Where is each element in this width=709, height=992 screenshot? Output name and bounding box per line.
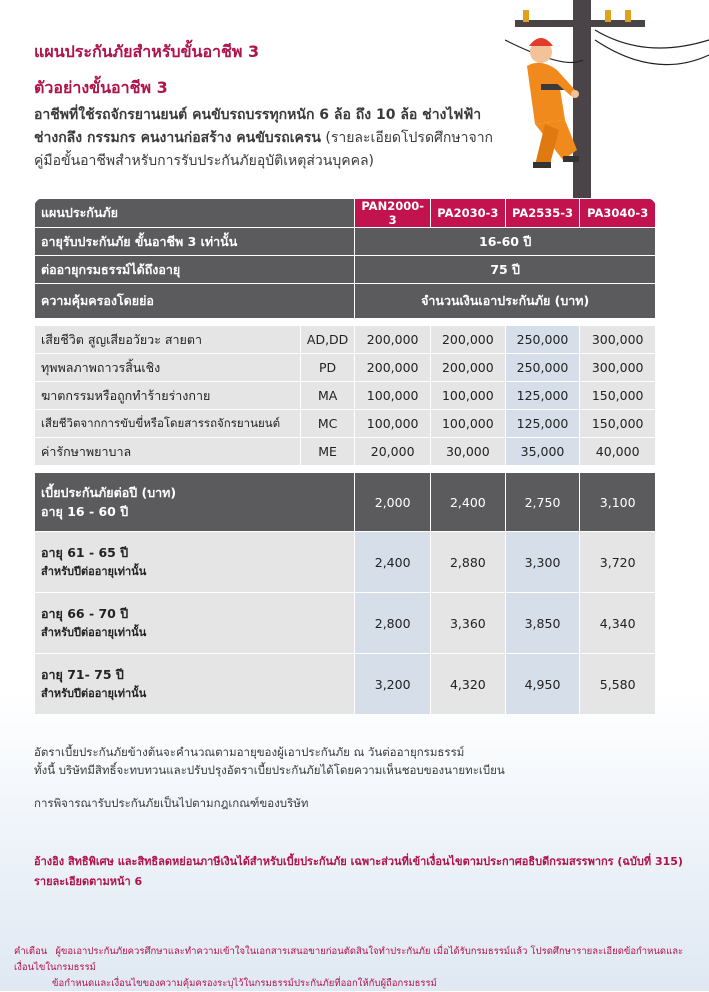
- coverage-value-cell: 125,000: [505, 410, 580, 438]
- renewal-value: 2,880: [431, 532, 506, 593]
- renewal-value: 5,580: [580, 654, 656, 715]
- renewal-value: 3,720: [580, 532, 656, 593]
- coverage-row-code: ME: [300, 438, 354, 466]
- premium-age: อายุ 16 - 60 ปี: [41, 504, 129, 519]
- coverage-row: [35, 354, 656, 382]
- coverage-header-row: [35, 284, 656, 319]
- renew-row: [35, 256, 656, 284]
- coverage-row: [35, 382, 656, 410]
- renewal-value: 3,200: [355, 654, 431, 715]
- premium-value: 2,400: [431, 473, 506, 532]
- coverage-value-cell: 20,000: [355, 438, 431, 466]
- renewal-premium-row: [35, 532, 656, 593]
- coverage-value: จำนวนเงินเอาประกันภัย (บาท): [355, 284, 656, 319]
- coverage-row-label: เสียชีวิต สูญเสียอวัยวะ สายตา: [35, 326, 301, 354]
- warning-text: ผู้ขอเอาประกันภัยควรศึกษาและทำความเข้าใจในเอกสารเสนอขายก่อนตัดสินใจทำประกันภัย เมื่อได้รับกรมธรรม์แล้ว โปรดศึกษารายละเอียดข้อกำหนดและเงื่อนไขในกรมธรรม์: [14, 946, 684, 973]
- coverage-row-code: PD: [300, 354, 354, 382]
- coverage-row-label: ทุพพลภาพถาวรสิ้นเชิง: [35, 354, 301, 382]
- renewal-value: 4,340: [580, 593, 656, 654]
- coverage-value-cell: 200,000: [355, 326, 431, 354]
- warning-box: [14, 944, 694, 992]
- age-value: 16-60 ปี: [355, 228, 656, 256]
- coverage-value-cell: 200,000: [355, 354, 431, 382]
- coverage-row-code: MC: [300, 410, 354, 438]
- coverage-value-cell: 125,000: [505, 382, 580, 410]
- page-title: แผนประกันภัยสำหรับขั้นอาชีพ 3: [34, 42, 260, 61]
- occupation-description: [34, 104, 504, 173]
- coverage-row-label: ค่ารักษาพยาบาล: [35, 438, 301, 466]
- description-rest: (รายละเอียดโปรดศึกษาจากคู่มือขั้นอาชีพสำหรับการรับประกันภัยอุบัติเหตุส่วนบุคคล): [34, 130, 494, 169]
- coverage-value-cell: 100,000: [355, 382, 431, 410]
- warning-text-2: ข้อกำหนดและเงื่อนไขของความคุ้มครองระบุไว้ในกรมธรรม์ประกันภัยที่ออกให้กับผู้ถือกรมธรรม์: [52, 978, 437, 989]
- renewal-premium-row: [35, 654, 656, 715]
- renewal-sub: สำหรับปีต่ออายุเท่านั้น: [41, 687, 147, 700]
- coverage-value-cell: 100,000: [355, 410, 431, 438]
- renewal-value: 3,300: [505, 532, 580, 593]
- tax-note: อ้างอิง สิทธิพิเศษ และสิทธิลดหย่อนภาษีเงินได้สำหรับเบี้ยประกันภัย เฉพาะส่วนที่เข้าเงื่อนไขตามประกาศอธิบดีกรมสรรพากร (ฉบับที่ 315): [34, 855, 683, 868]
- premium-row: [35, 473, 656, 532]
- page-subtitle: ตัวอย่างขั้นอาชีพ 3: [34, 78, 168, 97]
- coverage-value-cell: 300,000: [580, 354, 656, 382]
- renewal-label-cell: [35, 654, 355, 715]
- renewal-label-cell: [35, 593, 355, 654]
- tax-note-page: รายละเอียดตามหน้า 6: [34, 875, 143, 888]
- plan-name: PA2535-3: [505, 199, 580, 228]
- underwriting-note: การพิจารณารับประกันภัยเป็นไปตามกฎเกณฑ์ของบริษัท: [34, 796, 309, 810]
- plan-name: PA2030-3: [431, 199, 506, 228]
- coverage-value-cell: 40,000: [580, 438, 656, 466]
- plan-name: PA3040-3: [580, 199, 656, 228]
- coverage-value-cell: 100,000: [431, 382, 506, 410]
- insurance-plan-table: [34, 198, 656, 722]
- renewal-value: 2,400: [355, 532, 431, 593]
- coverage-row-label: ฆาตกรรมหรือถูกทำร้ายร่างกาย: [35, 382, 301, 410]
- coverage-value-cell: 200,000: [431, 326, 506, 354]
- coverage-row-code: MA: [300, 382, 354, 410]
- coverage-value-cell: 300,000: [580, 326, 656, 354]
- renewal-label-cell: [35, 532, 355, 593]
- coverage-value-cell: 150,000: [580, 382, 656, 410]
- description-bold: อาชีพที่ใช้รถจักรยานยนต์ คนขับรถบรรทุกหนัก 6 ล้อ ถึง 10 ล้อ ช่างไฟฟ้า ช่างกลึง กรรมกร คนงานก่อสร้าง คนขับรถเครน: [34, 107, 482, 146]
- coverage-value-cell: 250,000: [505, 354, 580, 382]
- rate-note: อัตราเบี้ยประกันภัยข้างต้นจะคำนวณตามอายุของผู้เอาประกันภัย ณ วันต่ออายุกรมธรรม์: [34, 745, 465, 759]
- renewal-sub: สำหรับปีต่ออายุเท่านั้น: [41, 626, 147, 639]
- renewal-sub: สำหรับปีต่ออายุเท่านั้น: [41, 565, 147, 578]
- coverage-value-cell: 150,000: [580, 410, 656, 438]
- renewal-value: 3,850: [505, 593, 580, 654]
- coverage-value-cell: 35,000: [505, 438, 580, 466]
- warning-label: คำเตือน: [14, 946, 48, 957]
- coverage-row: [35, 326, 656, 354]
- renewal-age: อายุ 66 - 70 ปี: [41, 606, 129, 621]
- coverage-row: [35, 410, 656, 438]
- premium-value: 3,100: [580, 473, 656, 532]
- renewal-value: 4,320: [431, 654, 506, 715]
- coverage-label: ความคุ้มครองโดยย่อ: [35, 284, 355, 319]
- renewal-value: 2,800: [355, 593, 431, 654]
- age-row: [35, 228, 656, 256]
- renewal-age: อายุ 61 - 65 ปี: [41, 545, 129, 560]
- coverage-row-label: เสียชีวิตจากการขับขี่หรือโดยสารรถจักรยานยนต์: [35, 410, 301, 438]
- coverage-value-cell: 100,000: [431, 410, 506, 438]
- rate-review-note: ทั้งนี้ บริษัทมีสิทธิ์จะทบทวนและปรับปรุงอัตราเบี้ยประกันภัยได้โดยความเห็นชอบของนายทะเบียน: [34, 763, 505, 777]
- renewal-premium-row: [35, 593, 656, 654]
- premium-value: 2,000: [355, 473, 431, 532]
- electrician-worker-illustration: [505, 0, 709, 200]
- plan-name: PAN2000-3: [355, 199, 431, 228]
- coverage-value-cell: 200,000: [431, 354, 506, 382]
- renewal-value: 4,950: [505, 654, 580, 715]
- premium-label-cell: [35, 473, 355, 532]
- age-label: อายุรับประกันภัย ขั้นอาชีพ 3 เท่านั้น: [35, 228, 355, 256]
- renewal-value: 3,360: [431, 593, 506, 654]
- plan-header-row: [35, 199, 656, 228]
- coverage-row-code: AD,DD: [300, 326, 354, 354]
- plan-label: แผนประกันภัย: [35, 199, 355, 228]
- coverage-row: [35, 438, 656, 466]
- coverage-value-cell: 250,000: [505, 326, 580, 354]
- premium-value: 2,750: [505, 473, 580, 532]
- renewal-age: อายุ 71- 75 ปี: [41, 667, 124, 682]
- premium-label: เบี้ยประกันภัยต่อปี (บาท): [41, 485, 177, 500]
- renew-label: ต่ออายุกรมธรรม์ได้ถึงอายุ: [35, 256, 355, 284]
- renew-value: 75 ปี: [355, 256, 656, 284]
- coverage-value-cell: 30,000: [431, 438, 506, 466]
